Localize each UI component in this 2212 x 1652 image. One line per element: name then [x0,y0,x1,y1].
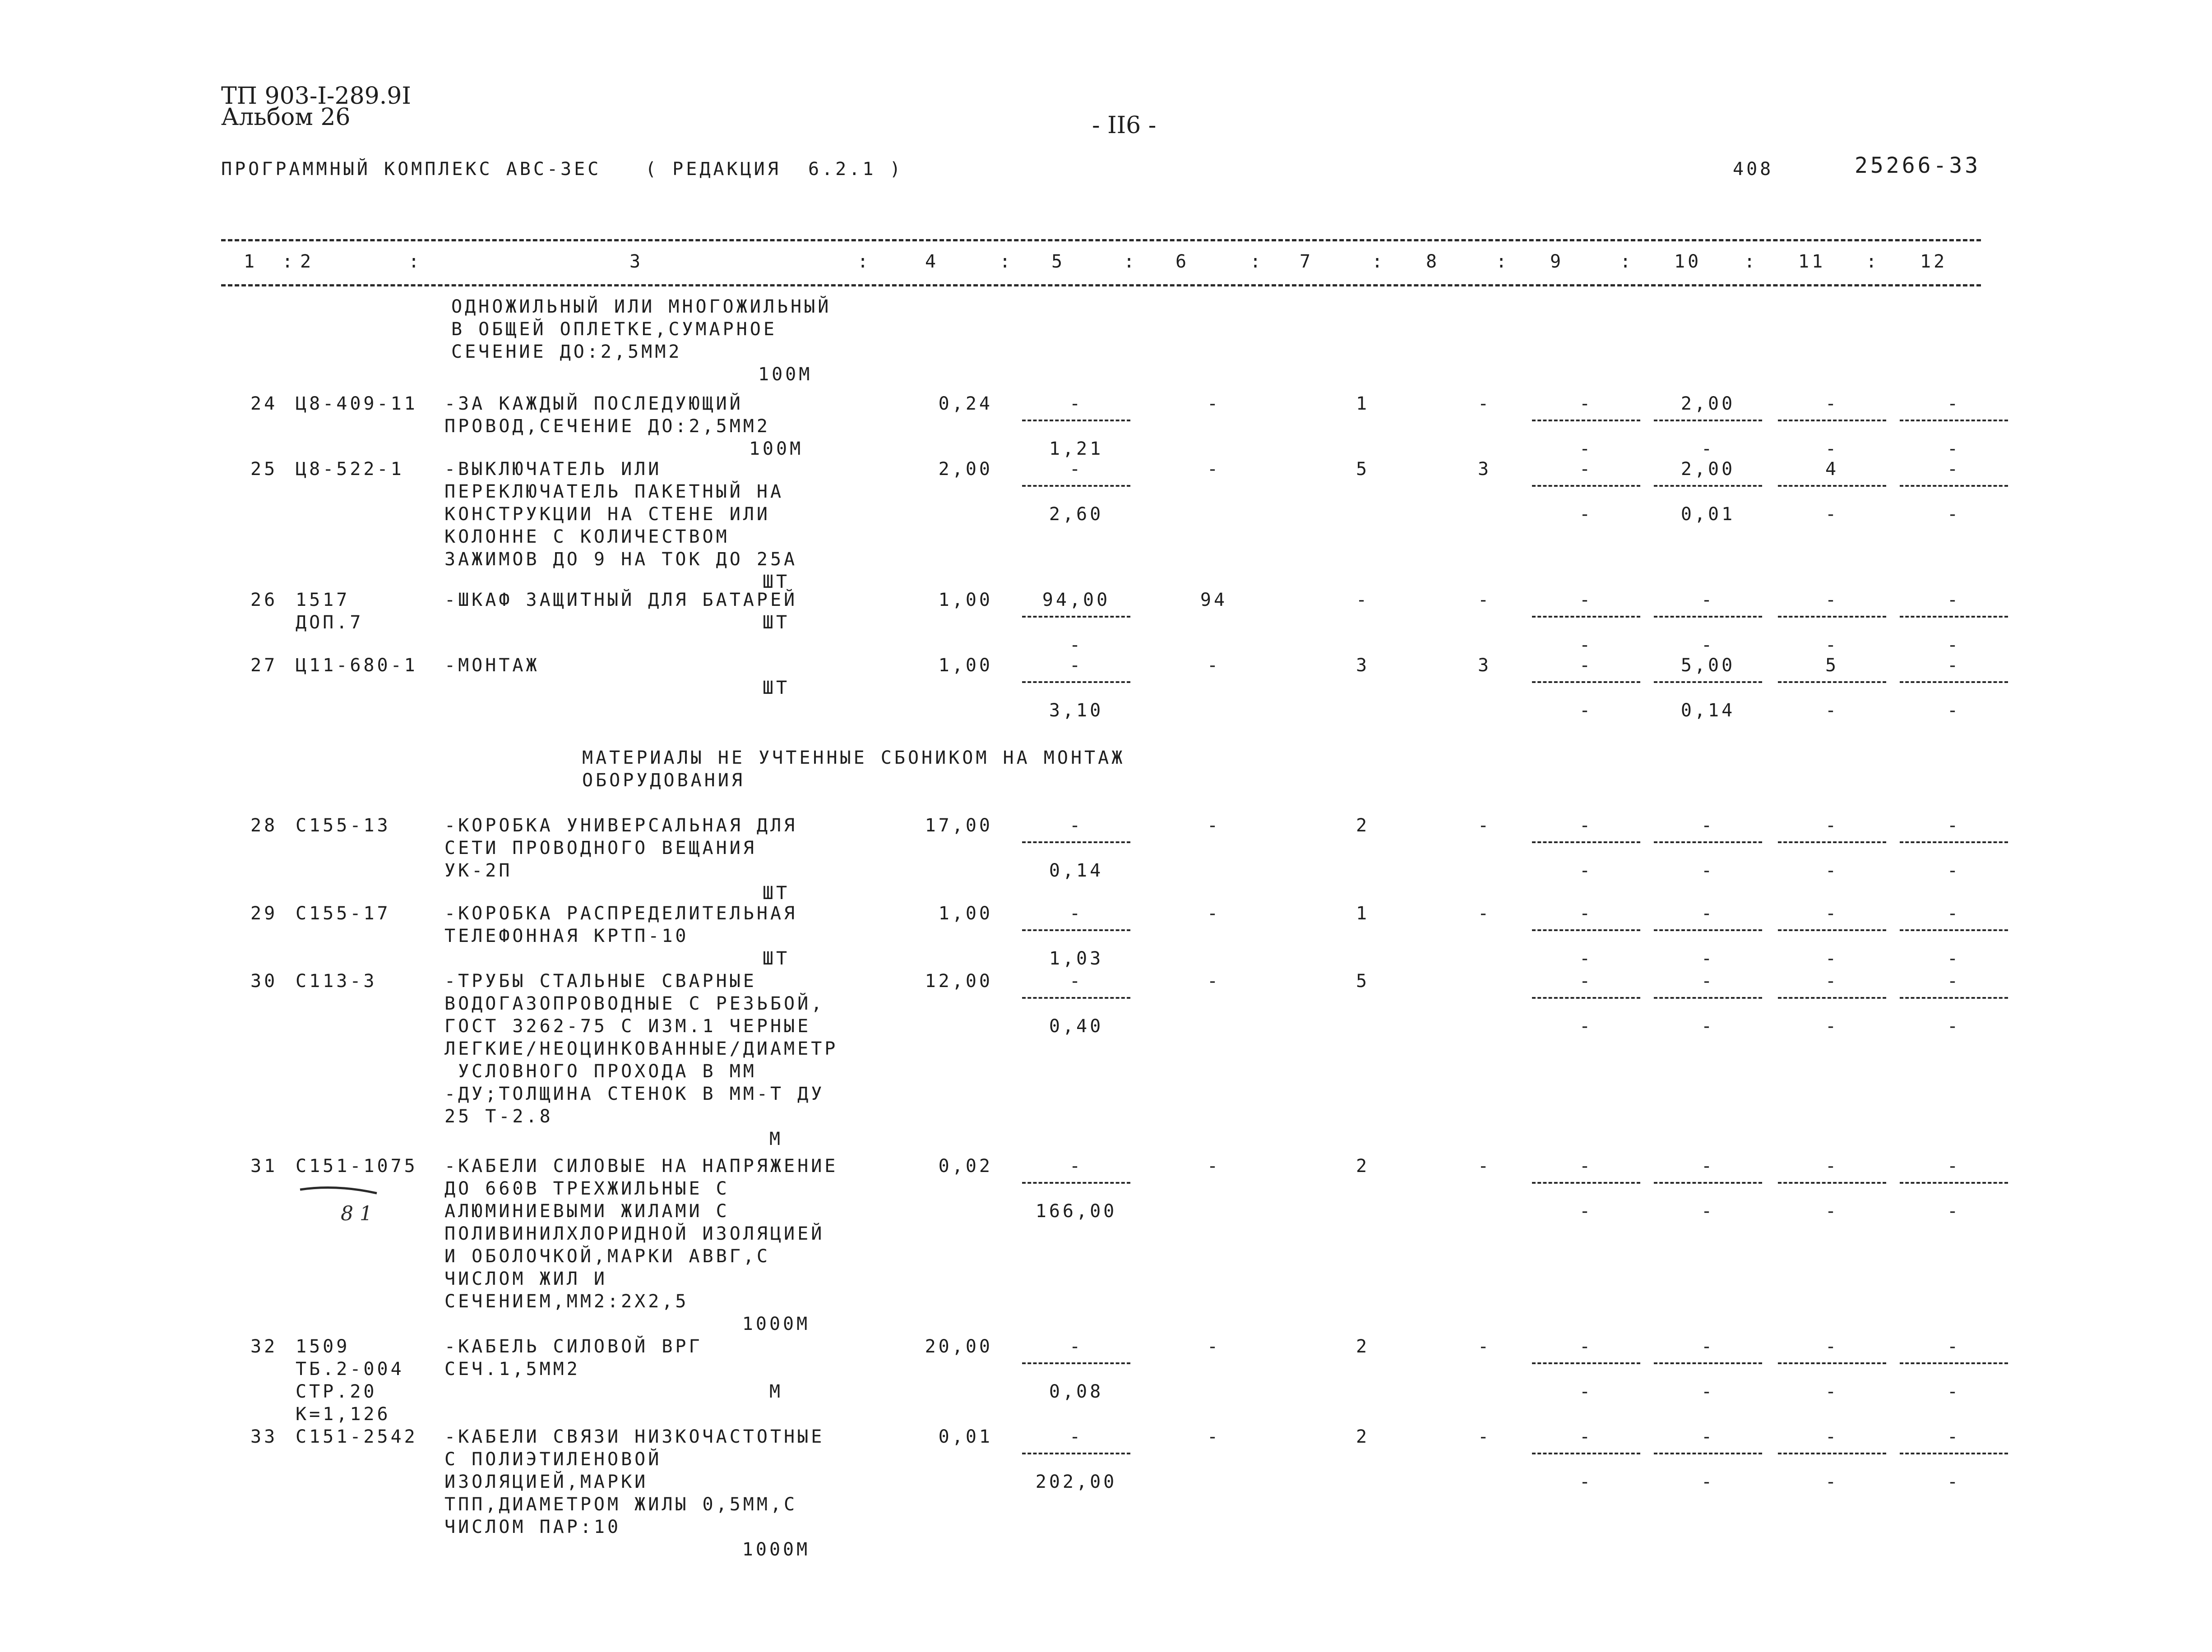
row-unit: 100М [749,438,804,459]
fraction-line [1532,1362,1640,1364]
fraction-line [1532,485,1640,487]
row-description: -ШКАФ ЗАЩИТНЫЙ ДЛЯ БАТАРЕЙ [444,590,798,610]
fraction-line [1778,1362,1886,1364]
fraction-line [1654,485,1762,487]
row-description: И ОБОЛОЧКОЙ,МАРКИ АВВГ,С [444,1246,770,1267]
row-description: -ЗА КАЖДЫЙ ПОСЛЕДУЮЩИЙ [444,393,743,414]
fraction-line [1654,929,1762,931]
row-c9-top: - [1579,459,1593,480]
row-c11-top: - [1825,393,1839,414]
row-price-top: - [1069,1336,1083,1357]
row-col7: 3 [1356,655,1370,676]
row-price-top: - [1069,655,1083,676]
row-description: ТЕЛЕФОННАЯ КРТП-10 [444,926,689,946]
fraction-line [1654,1453,1762,1454]
row-code: ДОП.7 [296,612,364,633]
row-c12-top: - [1947,590,1961,610]
row-quantity: 1,00 [938,655,993,676]
row-c11-bottom: - [1825,700,1839,721]
row-col6: - [1207,815,1221,836]
row-col8: - [1477,393,1492,414]
row-code: С155-17 [296,903,391,924]
row-price-bottom: 0,40 [1049,1016,1104,1037]
price-fraction-line [1022,1362,1130,1364]
row-c10-top: - [1701,590,1715,610]
column-separator: : [857,251,871,272]
row-c9-bottom: - [1579,1016,1593,1037]
row-c12-bottom: - [1947,1016,1961,1037]
fraction-line [1900,420,2008,421]
row-description: -КАБЕЛИ СИЛОВЫЕ НА НАПРЯЖЕНИЕ [444,1156,838,1177]
row-number: 25 [250,459,278,480]
row-col6: - [1207,1156,1221,1177]
row-c11-bottom: - [1825,1016,1839,1037]
column-header-5: 5 [1051,251,1065,272]
row-col6: - [1207,903,1221,924]
row-col6: - [1207,655,1221,676]
column-header-1: 1 [244,251,258,272]
row-c12-bottom: - [1947,1201,1961,1222]
row-c11-bottom: - [1825,860,1839,881]
row-col7: 1 [1356,393,1370,414]
price-fraction-line [1022,681,1130,683]
edition-label: ( РЕДАКЦИЯ 6.2.1 ) [645,159,903,180]
row-c9-bottom: - [1579,1201,1593,1222]
row-price-bottom: 3,10 [1049,700,1104,721]
row-c12-bottom: - [1947,1381,1961,1402]
row-col7: 2 [1356,1336,1370,1357]
row-description: ДО 660В ТРЕХЖИЛЬНЫЕ С [444,1178,730,1199]
row-description: -КАБЕЛИ СВЯЗИ НИЗКОЧАСТОТНЫЕ [444,1426,825,1447]
row-c12-bottom: - [1947,700,1961,721]
row-quantity: 2,00 [938,459,993,480]
row-number: 33 [250,1426,278,1447]
row-price-bottom: 0,08 [1049,1381,1104,1402]
row-price-top: - [1069,1156,1083,1177]
row-quantity: 0,01 [938,1426,993,1447]
row-c9-bottom: - [1579,700,1593,721]
row-quantity: 0,02 [938,1156,993,1177]
row-description: УСЛОВНОГО ПРОХОДА В ММ [444,1061,757,1082]
column-header-6: 6 [1175,251,1189,272]
row-price-top: - [1069,903,1083,924]
row-number: 27 [250,655,278,676]
fraction-line [1532,420,1640,421]
row-col8: 3 [1477,655,1492,676]
row-unit: М [769,1381,783,1402]
fraction-line [1654,616,1762,618]
row-description: АЛЮМИНИЕВЫМИ ЖИЛАМИ С [444,1201,730,1222]
row-unit: ШТ [762,883,790,904]
column-header-3: 3 [629,251,643,272]
column-header-10: 10 [1674,251,1702,272]
row-c11-bottom: - [1825,1472,1839,1492]
row-c12-bottom: - [1947,948,1961,969]
row-description: -ДУ;ТОЛЩИНА СТЕНОК В ММ-Т ДУ [444,1084,825,1104]
row-description: ТПП,ДИАМЕТРОМ ЖИЛЫ 0,5ММ,С [444,1494,798,1515]
column-header-9: 9 [1550,251,1564,272]
fraction-line [1900,997,2008,999]
row-col7: 1 [1356,903,1370,924]
column-header-4: 4 [925,251,939,272]
row-c11-bottom: - [1825,948,1839,969]
fraction-line [1900,616,2008,618]
row-price-top: - [1069,971,1083,992]
row-price-top: 94,00 [1042,590,1111,610]
fraction-line [1532,681,1640,683]
row-description: УК-2П [444,860,513,881]
column-header-2: 2 [300,251,314,272]
row-code: К=1,126 [296,1404,391,1425]
row-col7: 2 [1356,1426,1370,1447]
section-heading-line-2: ОБОРУДОВАНИЯ [582,770,745,791]
row-c11-top: - [1825,815,1839,836]
row-c12-top: - [1947,903,1961,924]
row-c10-bottom: 0,14 [1680,700,1735,721]
album-label: Альбом 26 [221,104,351,131]
price-fraction-line [1022,420,1130,421]
row-c9-bottom: - [1579,635,1593,655]
row-c10-top: 2,00 [1680,459,1735,480]
price-fraction-line [1022,929,1130,931]
row-c11-top: - [1825,1156,1839,1177]
fraction-line [1532,841,1640,843]
row-price-bottom: 0,14 [1049,860,1104,881]
row-code: 1509 [296,1336,350,1357]
row-c12-top: - [1947,1336,1961,1357]
row-c9-bottom: - [1579,1381,1593,1402]
project-number: ТП 903-I-289.9I [221,83,411,110]
row-number: 32 [250,1336,278,1357]
row-c10-top: 2,00 [1680,393,1735,414]
row-description: -ВЫКЛЮЧАТЕЛЬ ИЛИ [444,459,662,480]
fraction-line [1778,1453,1886,1454]
row-c11-bottom: - [1825,504,1839,525]
row-c10-bottom: - [1701,1201,1715,1222]
row-c9-top: - [1579,903,1593,924]
row-c9-top: - [1579,655,1593,676]
row-c9-top: - [1579,1336,1593,1357]
fraction-line [1778,420,1886,421]
row-c12-bottom: - [1947,1472,1961,1492]
row-unit: М [769,1129,783,1149]
fraction-line [1532,997,1640,999]
row-c10-bottom: - [1701,1381,1715,1402]
intro-line-1: ОДНОЖИЛЬНЫЙ ИЛИ МНОГОЖИЛЬНЫЙ [451,296,832,317]
row-unit: ШТ [762,678,790,698]
fraction-line [1532,616,1640,618]
row-c11-top: - [1825,1336,1839,1357]
row-c9-top: - [1579,590,1593,610]
fraction-line [1778,1182,1886,1184]
row-c9-bottom: - [1579,948,1593,969]
row-col7: - [1356,590,1370,610]
handwritten-text: 8 1 [341,1202,372,1225]
row-description: ПОЛИВИНИЛХЛОРИДНОЙ ИЗОЛЯЦИЕЙ [444,1223,825,1244]
row-description: ПЕРЕКЛЮЧАТЕЛЬ ПАКЕТНЫЙ НА [444,481,784,502]
row-price-top: - [1069,393,1083,414]
row-unit: 1000М [742,1314,810,1334]
fraction-line [1778,841,1886,843]
row-col6: - [1207,459,1221,480]
row-c12-bottom: - [1947,504,1961,525]
row-number: 29 [250,903,278,924]
row-c10-top: - [1701,815,1715,836]
row-c10-top: - [1701,971,1715,992]
row-description: 25 Т-2.8 [444,1106,553,1127]
row-col6: 94 [1200,590,1228,610]
row-c11-bottom: - [1825,438,1839,459]
row-c12-bottom: - [1947,635,1961,655]
intro-line-2: В ОБЩЕЙ ОПЛЕТКЕ,СУМАРНОЕ [451,319,777,340]
handwritten-mark [296,1180,413,1234]
row-c11-top: - [1825,903,1839,924]
column-header-7: 7 [1300,251,1314,272]
fraction-line [1778,929,1886,931]
row-col6: - [1207,1426,1221,1447]
row-code: Ц8-409-11 [296,393,418,414]
price-fraction-line [1022,1182,1130,1184]
row-c10-top: - [1701,1426,1715,1447]
row-c11-top: 5 [1825,655,1839,676]
fraction-line [1654,420,1762,421]
row-code: ТБ.2-004 [296,1359,404,1380]
row-price-top: - [1069,1426,1083,1447]
row-c9-top: - [1579,393,1593,414]
row-c9-bottom: - [1579,860,1593,881]
row-number: 30 [250,971,278,992]
column-separator: : [1250,251,1264,272]
row-c11-top: 4 [1825,459,1839,480]
column-separator: : [1000,251,1013,272]
row-description: -ТРУБЫ СТАЛЬНЫЕ СВАРНЫЕ [444,971,757,992]
handwritten-stroke [300,1188,377,1194]
row-c10-bottom: - [1701,1016,1715,1037]
price-fraction-line [1022,485,1130,487]
row-price-bottom: 2,60 [1049,504,1104,525]
row-c10-top: - [1701,1336,1715,1357]
column-separator: : [1620,251,1634,272]
row-code: С113-3 [296,971,377,992]
fraction-line [1532,1182,1640,1184]
row-c11-bottom: - [1825,1381,1839,1402]
fraction-line [1900,929,2008,931]
row-c12-bottom: - [1947,438,1961,459]
row-quantity: 17,00 [925,815,993,836]
intro-unit: 100М [758,364,813,385]
price-fraction-line [1022,841,1130,843]
fraction-line [1778,681,1886,683]
row-col8: - [1477,903,1492,924]
column-separator: : [1744,251,1758,272]
row-c11-top: - [1825,590,1839,610]
row-code: Ц8-522-1 [296,459,404,480]
row-code: Ц11-680-1 [296,655,418,676]
row-code: С151-2542 [296,1426,418,1447]
fraction-line [1654,1182,1762,1184]
column-header-12: 12 [1920,251,1948,272]
row-quantity: 1,00 [938,903,993,924]
row-col7: 5 [1356,971,1370,992]
row-c10-bottom: - [1701,1472,1715,1492]
program-title: ПРОГРАММНЫЙ КОМПЛЕКС АВС-ЗЕС [221,159,602,180]
row-price-bottom: 166,00 [1035,1201,1117,1222]
row-c10-top: 5,00 [1680,655,1735,676]
fraction-line [1654,681,1762,683]
row-c10-bottom: 0,01 [1680,504,1735,525]
row-c10-bottom: - [1701,860,1715,881]
row-c10-top: - [1701,903,1715,924]
row-description: ПРОВОД,СЕЧЕНИЕ ДО:2,5ММ2 [444,416,770,437]
row-c12-top: - [1947,1426,1961,1447]
row-col6: - [1207,971,1221,992]
column-separator: : [1496,251,1510,272]
fraction-line [1778,616,1886,618]
header-bottom-rule [221,284,1981,286]
row-c12-top: - [1947,815,1961,836]
row-c9-bottom: - [1579,1472,1593,1492]
row-c9-bottom: - [1579,504,1593,525]
fraction-line [1900,1182,2008,1184]
section-heading-line-1: МАТЕРИАЛЫ НЕ УЧТЕННЫЕ СБОНИКОМ НА МОНТАЖ [582,748,1125,768]
fraction-line [1654,841,1762,843]
price-fraction-line [1022,997,1130,999]
row-number: 24 [250,393,278,414]
price-fraction-line [1022,1453,1130,1454]
row-description: ЧИСЛОМ ПАР:10 [444,1517,621,1537]
row-description: ИЗОЛЯЦИЕЙ,МАРКИ [444,1472,648,1492]
row-c12-top: - [1947,459,1961,480]
row-description: ЛЕГКИЕ/НЕОЦИНКОВАННЫЕ/ДИАМЕТР [444,1038,838,1059]
row-c11-top: - [1825,971,1839,992]
row-c10-top: - [1701,1156,1715,1177]
row-c9-top: - [1579,1426,1593,1447]
row-code: СТР.20 [296,1381,377,1402]
fraction-line [1654,997,1762,999]
row-price-top: - [1069,815,1083,836]
fraction-line [1532,929,1640,931]
fraction-line [1900,1453,2008,1454]
row-number: 31 [250,1156,278,1177]
column-header-8: 8 [1426,251,1440,272]
row-col8: - [1477,1156,1492,1177]
fraction-line [1778,997,1886,999]
row-c9-top: - [1579,815,1593,836]
fraction-line [1900,1362,2008,1364]
row-description: ЗАЖИМОВ ДО 9 НА ТОК ДО 25А [444,549,798,570]
row-c12-top: - [1947,655,1961,676]
row-number: 28 [250,815,278,836]
page-number: - II6 - [1092,112,1157,139]
row-c10-bottom: - [1701,438,1715,459]
fraction-line [1532,1453,1640,1454]
row-unit: ШТ [762,612,790,633]
column-separator: : [1866,251,1880,272]
row-description: -МОНТАЖ [444,655,540,676]
row-col8: - [1477,590,1492,610]
row-description: С ПОЛИЭТИЛЕНОВОЙ [444,1449,662,1470]
row-unit: ШТ [762,572,790,592]
row-c9-top: - [1579,1156,1593,1177]
row-unit: ШТ [762,948,790,969]
row-c12-top: - [1947,971,1961,992]
row-c9-bottom: - [1579,438,1593,459]
row-description: -КОРОБКА УНИВЕРСАЛЬНАЯ ДЛЯ [444,815,798,836]
row-price-bottom: 1,21 [1049,438,1104,459]
row-col8: 3 [1477,459,1492,480]
row-quantity: 1,00 [938,590,993,610]
row-description: -КОРОБКА РАСПРЕДЕЛИТЕЛЬНАЯ [444,903,798,924]
row-quantity: 12,00 [925,971,993,992]
row-description: СЕЧЕНИЕМ,ММ2:2Х2,5 [444,1291,689,1312]
column-header-11: 11 [1798,251,1826,272]
code-number: 25266-33 [1855,153,1981,178]
header-top-rule [221,239,1981,241]
row-number: 26 [250,590,278,610]
row-description: КОНСТРУКЦИИ НА СТЕНЕ ИЛИ [444,504,770,525]
row-quantity: 20,00 [925,1336,993,1357]
row-col8: - [1477,1336,1492,1357]
row-quantity: 0,24 [938,393,993,414]
fraction-line [1900,485,2008,487]
intro-line-3: СЕЧЕНИЕ ДО:2,5ММ2 [451,341,682,362]
row-description: -КАБЕЛЬ СИЛОВОЙ ВРГ [444,1336,703,1357]
row-description: КОЛОННЕ С КОЛИЧЕСТВОМ [444,526,730,547]
row-price-bottom: 202,00 [1035,1472,1117,1492]
row-col6: - [1207,393,1221,414]
column-separator: : [408,251,422,272]
row-description: СЕЧ.1,5ММ2 [444,1359,580,1380]
code-small: 408 [1733,159,1774,180]
row-code: 1517 [296,590,350,610]
column-separator: : [1372,251,1386,272]
row-c10-bottom: - [1701,635,1715,655]
price-fraction-line [1022,616,1130,618]
row-description: ВОДОГАЗОПРОВОДНЫЕ С РЕЗЬБОЙ, [444,993,825,1014]
row-c12-top: - [1947,393,1961,414]
column-separator: : [1124,251,1138,272]
row-c11-bottom: - [1825,1201,1839,1222]
row-col7: 2 [1356,815,1370,836]
row-c11-bottom: - [1825,635,1839,655]
row-col7: 5 [1356,459,1370,480]
row-code: С151-1075 [296,1156,418,1177]
row-col6: - [1207,1336,1221,1357]
column-separator: : [282,251,296,272]
row-col7: 2 [1356,1156,1370,1177]
row-price-top: - [1069,459,1083,480]
row-description: СЕТИ ПРОВОДНОГО ВЕЩАНИЯ [444,838,757,858]
row-description: ГОСТ 3262-75 С ИЗМ.1 ЧЕРНЫЕ [444,1016,811,1037]
row-unit: 1000М [742,1539,810,1560]
row-c10-bottom: - [1701,948,1715,969]
row-col8: - [1477,815,1492,836]
fraction-line [1654,1362,1762,1364]
row-c9-top: - [1579,971,1593,992]
row-c11-top: - [1825,1426,1839,1447]
row-price-bottom: - [1069,635,1083,655]
row-code: С155-13 [296,815,391,836]
row-price-bottom: 1,03 [1049,948,1104,969]
fraction-line [1900,841,2008,843]
row-col8: - [1477,1426,1492,1447]
fraction-line [1778,485,1886,487]
row-c12-top: - [1947,1156,1961,1177]
row-c12-bottom: - [1947,860,1961,881]
row-description: ЧИСЛОМ ЖИЛ И [444,1269,607,1289]
fraction-line [1900,681,2008,683]
